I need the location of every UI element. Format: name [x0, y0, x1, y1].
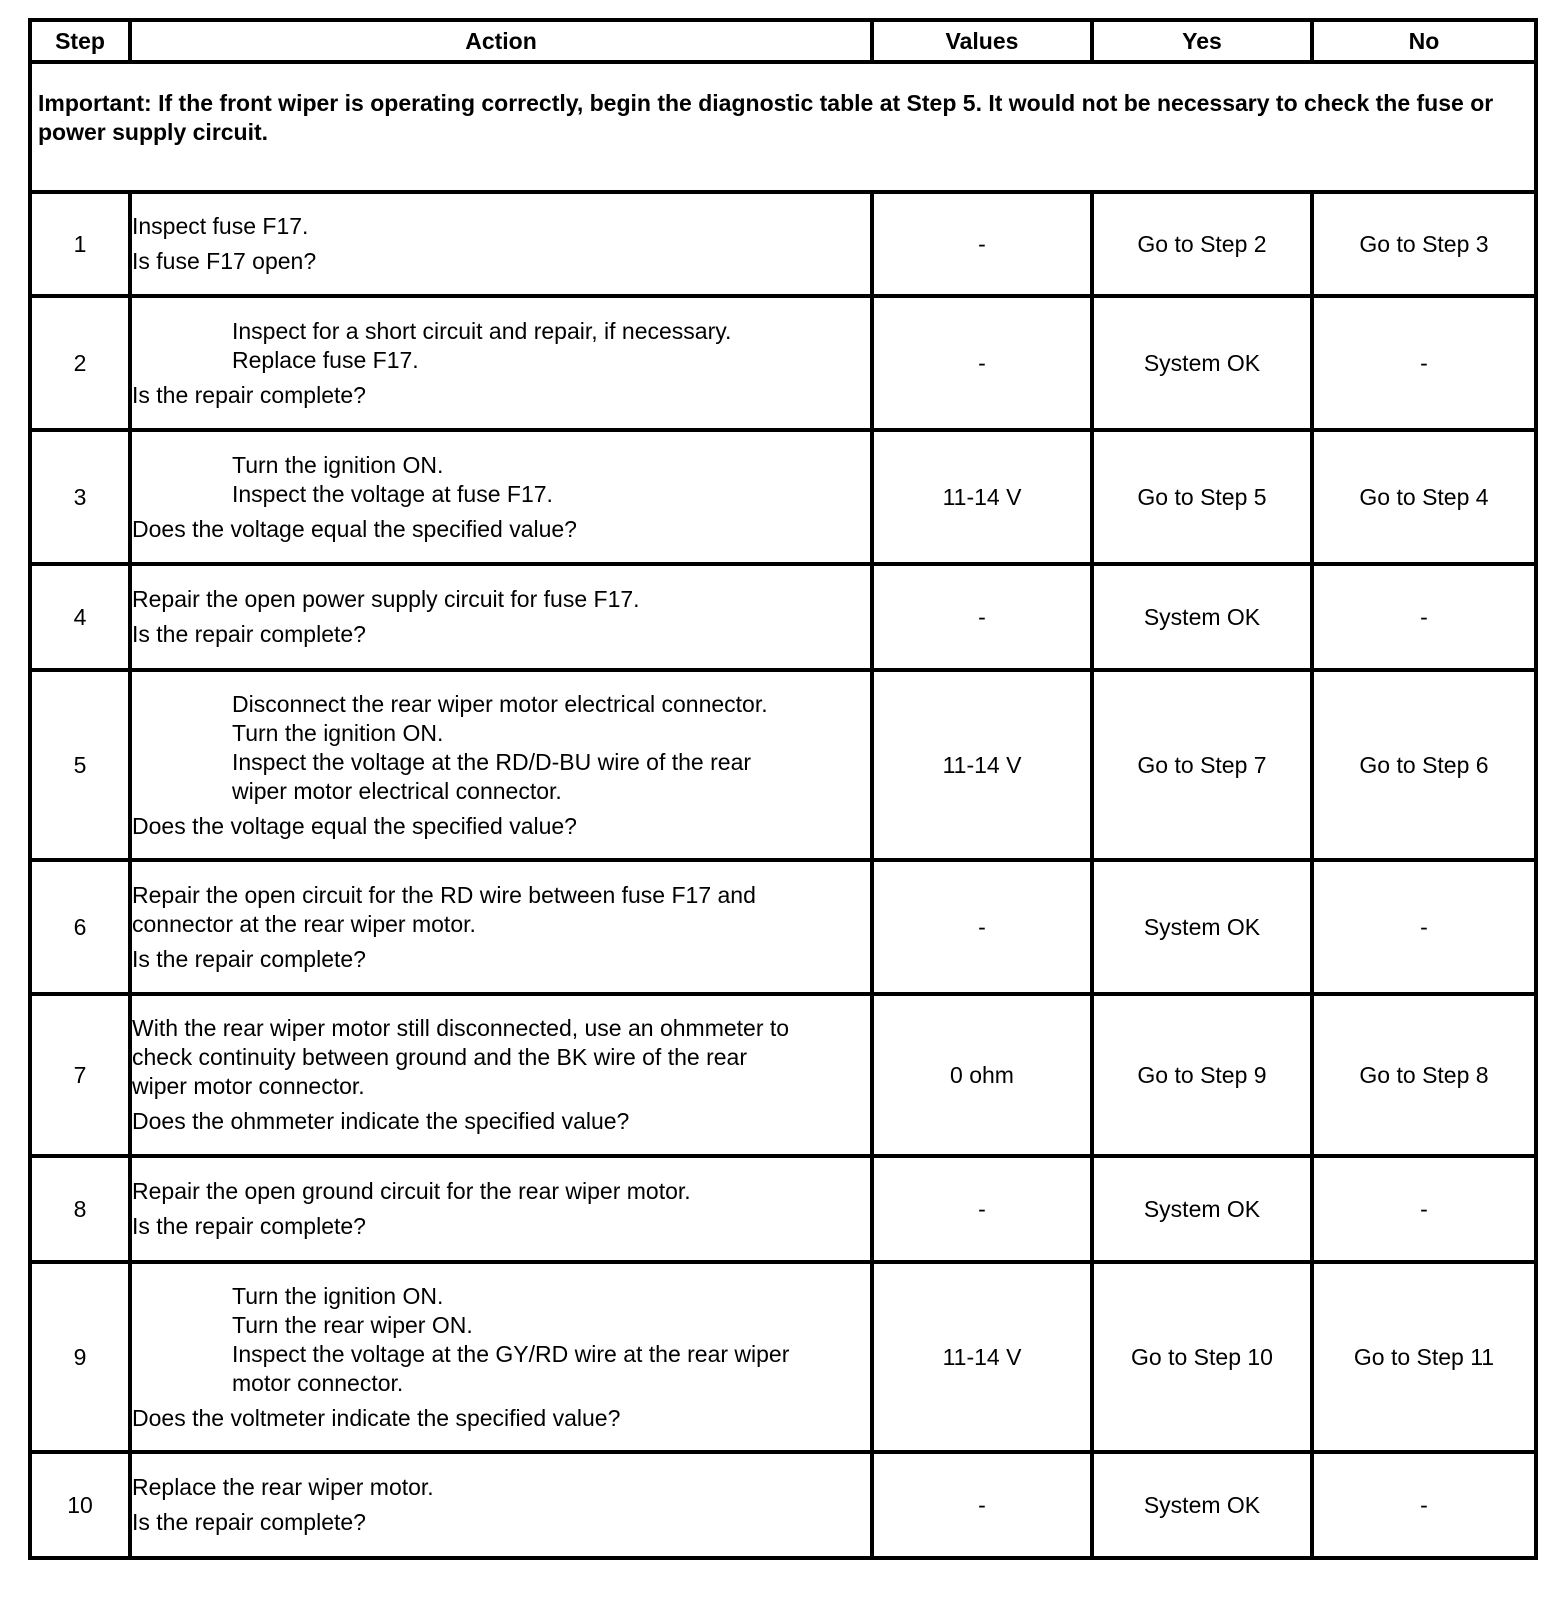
table-row	[30, 192, 1536, 296]
action-line: With the rear wiper motor still disconnected, use an ohmmeter to	[132, 1015, 790, 1041]
action-cell	[130, 430, 872, 564]
action-line: Turn the rear wiper ON.	[232, 1311, 473, 1338]
yes-cell: System OK	[1092, 1156, 1312, 1262]
action-line: Repair the open power supply circuit for fuse F17.	[132, 586, 640, 612]
step-number: 6	[30, 860, 130, 994]
important-note-cell	[30, 62, 1536, 192]
action-cell	[130, 1452, 872, 1558]
action-line: Inspect the voltage at fuse F17.	[232, 480, 553, 507]
no-cell: -	[1312, 1452, 1536, 1558]
header-no: No	[1312, 20, 1536, 62]
table-row	[30, 430, 1536, 564]
no-cell: -	[1312, 860, 1536, 994]
action-cell	[130, 564, 872, 670]
action-question: Is fuse F17 open?	[132, 248, 317, 274]
action-line: Inspect for a short circuit and repair, if necessary.	[232, 317, 732, 344]
action-question: Does the voltage equal the specified value?	[132, 812, 577, 839]
yes-cell: System OK	[1092, 564, 1312, 670]
action-line: Disconnect the rear wiper motor electrical connector.	[232, 690, 768, 717]
value-cell: -	[872, 192, 1092, 296]
action-line: motor connector.	[232, 1369, 404, 1396]
header-values: Values	[872, 20, 1092, 62]
action-line: Turn the ignition ON.	[232, 1282, 444, 1309]
action-question: Does the voltage equal the specified value?	[132, 515, 577, 542]
no-cell: -	[1312, 296, 1536, 430]
yes-cell: Go to Step 10	[1092, 1262, 1312, 1452]
action-question: Does the voltmeter indicate the specified value?	[132, 1404, 621, 1431]
value-cell: 11-14 V	[872, 670, 1092, 860]
table-row	[30, 1156, 1536, 1262]
action-question: Is the repair complete?	[132, 621, 366, 647]
yes-cell: Go to Step 5	[1092, 430, 1312, 564]
value-cell: 11-14 V	[872, 430, 1092, 564]
diagnostic-table	[28, 18, 1538, 1560]
action-cell	[130, 670, 872, 860]
table-row	[30, 564, 1536, 670]
action-line: Replace the rear wiper motor.	[132, 1474, 434, 1500]
table-row	[30, 670, 1536, 860]
step-number: 2	[30, 296, 130, 430]
action-cell	[130, 994, 872, 1156]
step-number: 8	[30, 1156, 130, 1262]
action-cell	[130, 1262, 872, 1452]
step-number: 4	[30, 564, 130, 670]
action-question: Is the repair complete?	[132, 1509, 366, 1535]
action-cell	[130, 192, 872, 296]
value-cell: -	[872, 564, 1092, 670]
action-line: check continuity between ground and the BK wire of the rear	[132, 1044, 747, 1070]
no-cell: Go to Step 8	[1312, 994, 1536, 1156]
no-cell: -	[1312, 1156, 1536, 1262]
value-cell: -	[872, 296, 1092, 430]
action-line: Inspect the voltage at the GY/RD wire at the rear wiper	[232, 1340, 790, 1367]
header-step: Step	[30, 20, 130, 62]
step-number: 5	[30, 670, 130, 860]
no-cell: Go to Step 3	[1312, 192, 1536, 296]
action-cell	[130, 1156, 872, 1262]
action-cell	[130, 860, 872, 994]
no-cell: Go to Step 4	[1312, 430, 1536, 564]
action-question: Is the repair complete?	[132, 1213, 366, 1239]
step-number: 10	[30, 1452, 130, 1558]
yes-cell: System OK	[1092, 860, 1312, 994]
header-action: Action	[130, 20, 872, 62]
no-cell: -	[1312, 564, 1536, 670]
yes-cell: System OK	[1092, 296, 1312, 430]
value-cell: -	[872, 1452, 1092, 1558]
action-line: connector at the rear wiper motor.	[132, 910, 476, 937]
action-line: Repair the open ground circuit for the rear wiper motor.	[132, 1178, 691, 1204]
action-line: Repair the open circuit for the RD wire between fuse F17 and	[132, 881, 756, 908]
action-question: Is the repair complete?	[132, 945, 366, 972]
yes-cell: Go to Step 7	[1092, 670, 1312, 860]
important-note: Important: If the front wiper is operating correctly, begin the diagnostic table at Step 5. It would not be necessary to check the fuse or power supply circuit.	[38, 90, 1494, 145]
header-row	[30, 20, 1536, 62]
yes-cell: Go to Step 2	[1092, 192, 1312, 296]
yes-cell: System OK	[1092, 1452, 1312, 1558]
action-line: Turn the ignition ON.	[232, 719, 444, 746]
action-line: Inspect the voltage at the RD/D-BU wire of the rear	[232, 748, 752, 775]
value-cell: 0 ohm	[872, 994, 1092, 1156]
yes-cell: Go to Step 9	[1092, 994, 1312, 1156]
action-cell	[130, 296, 872, 430]
action-line: wiper motor electrical connector.	[232, 777, 562, 804]
action-line: Turn the ignition ON.	[232, 451, 444, 478]
step-number: 7	[30, 994, 130, 1156]
value-cell: -	[872, 1156, 1092, 1262]
no-cell: Go to Step 6	[1312, 670, 1536, 860]
table-row	[30, 994, 1536, 1156]
table-row	[30, 1452, 1536, 1558]
step-number: 9	[30, 1262, 130, 1452]
action-question: Does the ohmmeter indicate the specified value?	[132, 1108, 630, 1134]
value-cell: -	[872, 860, 1092, 994]
table-row	[30, 1262, 1536, 1452]
action-line: Inspect fuse F17.	[132, 213, 309, 239]
no-cell: Go to Step 11	[1312, 1262, 1536, 1452]
table-row	[30, 860, 1536, 994]
action-question: Is the repair complete?	[132, 381, 366, 408]
step-number: 3	[30, 430, 130, 564]
important-note-row	[30, 62, 1536, 192]
action-line: wiper motor connector.	[132, 1073, 365, 1099]
table-row	[30, 296, 1536, 430]
value-cell: 11-14 V	[872, 1262, 1092, 1452]
action-line: Replace fuse F17.	[232, 346, 419, 373]
header-yes: Yes	[1092, 20, 1312, 62]
step-number: 1	[30, 192, 130, 296]
